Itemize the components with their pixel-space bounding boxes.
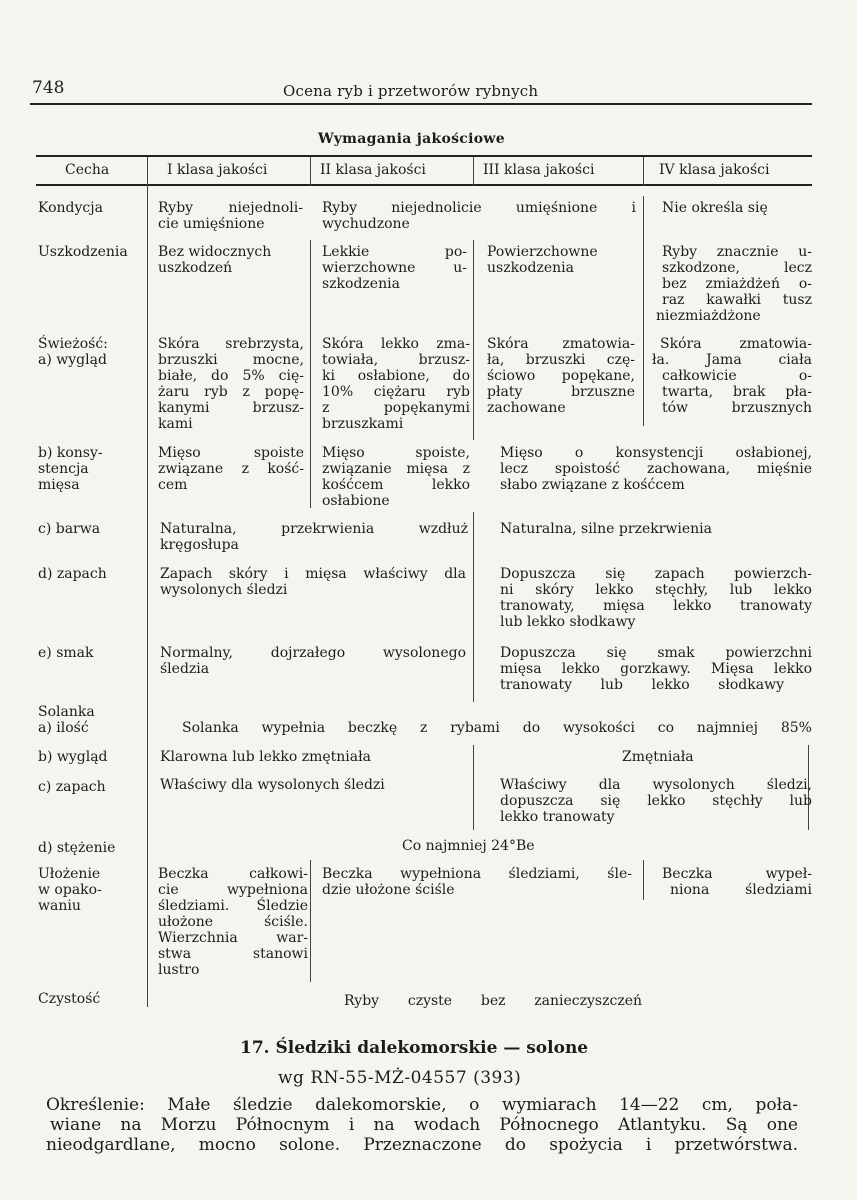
definition-paragraph — [46, 1095, 798, 1155]
col-header-class-1: I klasa jakości — [167, 162, 268, 178]
cell-uszkodzenia-c2: Lekkie po- wierzchowne u- szkodzenia — [322, 244, 467, 292]
cell-solanka-zapach-c34: Właściwy dla wysolonych śledzi, dopuszcza się lekko stęchły lub lekko tranowaty — [500, 777, 812, 825]
row-label-solanka-zapach: c) zapach — [38, 779, 106, 795]
col-separator-3-low — [473, 745, 474, 830]
col-separator-1 — [147, 157, 148, 1007]
definition-line: Określenie: Małe śledzie dalekomorskie, o wymiarach 14—22 cm, poła- — [46, 1095, 798, 1115]
cell-ulozenie-c1: Beczka całkowi- cie wypełniona śledziami. Śledzie ułożone ściśle. Wierzchnia war- stwa stanowi lustro — [158, 866, 308, 978]
cell-ulozenie-c4: Beczka wypeł- niona śledziami — [662, 866, 812, 898]
col-separator-2-bottom — [310, 860, 311, 982]
cell-kondycja-c4: Nie określa się — [662, 200, 768, 216]
cell-kondycja-c23: Ryby niejednolicie umięśnione i wychudzone — [322, 200, 636, 232]
row-label-czystosc: Czystość — [38, 991, 101, 1007]
col-separator-4-head — [643, 157, 644, 186]
section-heading: 17. Śledziki dalekomorskie — solone — [240, 1038, 589, 1058]
cell-solanka-all: Solanka wypełnia beczkę z rybami do wysokości co najmniej 85% — [182, 720, 812, 736]
cell-solanka-wyglad-c34: Zmętniała — [622, 749, 694, 765]
cell-wyglad-c1: Skóra srebrzysta, brzuszki mocne, białe, do 5% cię- żaru ryb z popę- kanymi brzusz- kami — [158, 336, 304, 432]
cell-kondycja-c1: Ryby niejednoli- cie umięśnione — [158, 200, 303, 232]
cell-zapach-c12: Zapach skóry i mięsa właściwy dla wysolonych śledzi — [160, 566, 466, 598]
cell-uszkodzenia-c1: Bez widocznych uszkodzeń — [158, 244, 272, 276]
cell-smak-c12: Normalny, dojrzałego wysolonego śledzia — [160, 645, 466, 677]
row-label-solanka: Solanka a) ilość — [38, 704, 95, 736]
col-header-class-2: II klasa jakości — [320, 162, 426, 178]
section-standard: wg RN-55-MŻ-04557 (393) — [278, 1068, 522, 1088]
cell-uszkodzenia-c3: Powierzchowne uszkodzenia — [487, 244, 598, 276]
cell-solanka-zapach-c12: Właściwy dla wysolonych śledzi — [160, 777, 385, 793]
row-label-ulozenie: Ułożenie w opako- waniu — [38, 866, 102, 914]
row-label-solanka-wyglad: b) wygląd — [38, 749, 108, 765]
row-label-uszkodzenia: Uszkodzenia — [38, 244, 128, 260]
row-label-smak: e) smak — [38, 645, 94, 661]
table-title: Wymagania jakościowe — [318, 131, 505, 147]
cell-wyglad-c2: Skóra lekko zma- towiała, brzusz- ki osłabione, do 10% ciężaru ryb z popękanymi brzuszkami — [322, 336, 470, 432]
col-separator-2-head — [310, 157, 311, 186]
cell-smak-c34: Dopuszcza się smak powierzchni mięsa lekko gorzkawy. Mięsa lekko tranowaty lub lekko słodkawy — [500, 645, 812, 693]
table-top-rule — [36, 155, 812, 157]
definition-line: wiane na Morzu Północnym i na wodach Północnego Atlantyku. Są one — [50, 1115, 798, 1135]
cell-stezenie-all: Co najmniej 24°Be — [402, 838, 535, 854]
col-header-class-4: IV klasa jakości — [659, 162, 770, 178]
cell-ulozenie-c23: Beczka wypełniona śledziami, śle- dzie ułożone ściśle — [322, 866, 632, 898]
running-title: Ocena ryb i przetworów rybnych — [283, 82, 539, 100]
cell-barwa-c12: Naturalna, przekrwienia wzdłuż kręgosłupa — [160, 521, 468, 553]
page-number: 748 — [32, 78, 65, 98]
col-separator-3-mid — [473, 512, 474, 702]
cell-czystosc-all: Ryby czyste bez zanieczyszczeń — [344, 993, 642, 1009]
cell-konsystencja-c2: Mięso spoiste, związanie mięsa z kośćcem lekko osłabione — [322, 445, 470, 509]
col-separator-3-head — [473, 157, 474, 186]
row-label-wyglad: Świeżość: a) wygląd — [38, 336, 108, 368]
header-rule — [30, 103, 812, 105]
cell-uszkodzenia-c4: Ryby znacznie u- szkodzone, lecz bez zmiażdżeń o- raz kawałki tusz niezmiażdżone — [656, 244, 812, 324]
row-label-zapach: d) zapach — [38, 566, 107, 582]
cell-konsystencja-c1: Mięso spoiste związane z kość- cem — [158, 445, 304, 493]
cell-zapach-c34: Dopuszcza się zapach powierzch- ni skóry lekko stęchły, lub lekko tranowaty, mięsa lekko tranowaty lub lekko słodkawy — [500, 566, 812, 630]
col-separator-4 — [643, 196, 644, 426]
cell-wyglad-c3: Skóra zmatowia- ła, brzuszki czę- ściowo popękane, płaty brzuszne zachowane — [487, 336, 635, 416]
cell-barwa-c34: Naturalna, silne przekrwienia — [500, 521, 712, 537]
cell-solanka-wyglad-c12: Klarowna lub lekko zmętniała — [160, 749, 372, 765]
col-header-class-3: III klasa jakości — [483, 162, 595, 178]
row-label-konsystencja: b) konsy- stencja mięsa — [38, 445, 103, 493]
row-label-stezenie: d) stężenie — [38, 840, 116, 856]
col-separator-2 — [310, 240, 311, 508]
row-label-kondycja: Kondycja — [38, 200, 103, 216]
col-header-cecha: Cecha — [65, 162, 110, 178]
col-separator-3 — [473, 240, 474, 440]
col-separator-4-bottom — [643, 860, 644, 900]
definition-line: nieodgardlane, mocno solone. Przeznaczone do spożycia i przetwórstwa. — [46, 1135, 798, 1155]
row-label-barwa: c) barwa — [38, 521, 101, 537]
cell-wyglad-c4: Skóra zmatowia- ła. Jama ciała całkowicie o- twarta, brak pła- tów brzusznych — [652, 336, 812, 416]
table-header-rule — [36, 184, 812, 186]
cell-konsystencja-c34: Mięso o konsystencji osłabionej, lecz spoistość zachowana, mięśnie słabo związane z kośćcem — [500, 445, 812, 493]
